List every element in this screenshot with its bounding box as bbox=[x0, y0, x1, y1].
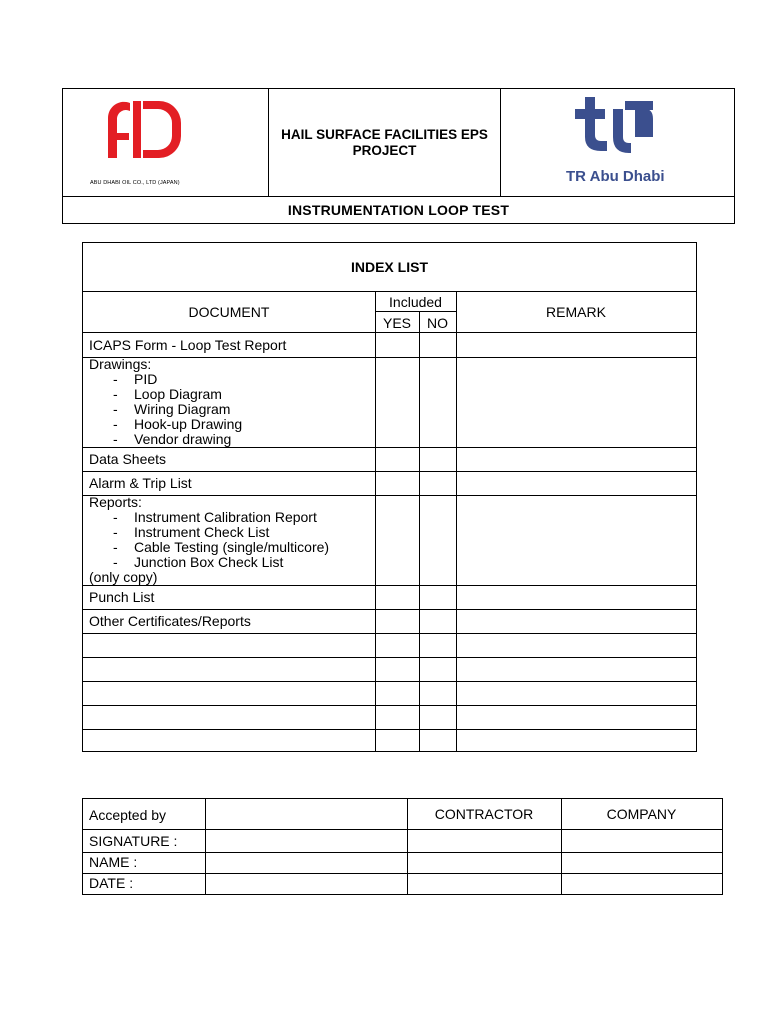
row-label-reports: Reports: bbox=[89, 494, 142, 510]
contractor-logo-cell bbox=[501, 89, 734, 196]
included-subheader-divider bbox=[375, 311, 456, 312]
contractor-company-name: TR Abu Dhabi bbox=[566, 168, 665, 185]
row-divider bbox=[83, 657, 696, 658]
row-divider bbox=[83, 332, 696, 333]
row-divider bbox=[83, 471, 696, 472]
row-label-icaps-form: ICAPS Form - Loop Test Report bbox=[89, 337, 287, 353]
company-column-header: COMPANY bbox=[606, 806, 677, 822]
row-divider bbox=[83, 609, 696, 610]
column-divider bbox=[375, 291, 376, 751]
index-list-title: INDEX LIST bbox=[350, 259, 428, 275]
column-divider bbox=[205, 799, 206, 894]
row-divider bbox=[83, 357, 696, 358]
signoff-table bbox=[82, 798, 723, 895]
remark-column-header: REMARK bbox=[546, 304, 606, 320]
row-label-other-certificates: Other Certificates/Reports bbox=[89, 613, 251, 629]
project-title: HAIL SURFACE FACILITIES EPS PROJECT bbox=[281, 126, 488, 158]
included-column-header: Included bbox=[389, 294, 442, 310]
row-divider bbox=[83, 729, 696, 730]
adoc-logo-icon bbox=[103, 96, 183, 168]
row-divider bbox=[83, 681, 696, 682]
document-title-cell bbox=[63, 196, 734, 223]
client-logo-cell bbox=[63, 89, 269, 196]
contractor-column-header: CONTRACTOR bbox=[434, 806, 534, 822]
index-list-table: INDEX LIST DOCUMENT Included YES NO REMARK ICAPS Form - Loop Test Report Drawings: - PID - Loop Diagram - Wiring Diagram - Hook-up Drawing - Vendor drawing Data Sheets Alarm & Trip List Reports: - Instrument Calibration Report - Instrument Check List - Cable Testing (single/multicore) - Junction Box Check List (only copy) Punch List Other Certificates/Reports bbox=[82, 242, 697, 752]
row-label-drawings: Drawings: bbox=[89, 356, 152, 372]
row-divider bbox=[83, 873, 722, 874]
row-label-data-sheets: Data Sheets bbox=[89, 451, 167, 467]
accepted-by-label: Accepted by bbox=[89, 807, 167, 823]
row-divider bbox=[83, 585, 696, 586]
row-divider bbox=[83, 633, 696, 634]
project-title-cell bbox=[269, 89, 501, 196]
row-divider bbox=[83, 447, 696, 448]
document-column-header: DOCUMENT bbox=[188, 304, 270, 320]
row-divider bbox=[83, 705, 696, 706]
signature-label: SIGNATURE : bbox=[89, 833, 178, 849]
column-divider bbox=[456, 291, 457, 751]
yes-column-header: YES bbox=[382, 315, 411, 331]
row-divider bbox=[83, 829, 722, 830]
row-label-punch-list: Punch List bbox=[89, 589, 155, 605]
row-label-alarm-trip-list: Alarm & Trip List bbox=[89, 475, 192, 491]
no-column-header: NO bbox=[427, 315, 448, 331]
client-company-name: ABU DHABI OIL CO., LTD (JAPAN) bbox=[90, 180, 180, 186]
document-header bbox=[62, 88, 735, 224]
name-label: NAME : bbox=[89, 854, 138, 870]
tr-logo-icon bbox=[573, 95, 655, 161]
row-divider bbox=[83, 852, 722, 853]
row-divider bbox=[83, 495, 696, 496]
reports-footer-note: (only copy) bbox=[89, 569, 158, 585]
row-divider bbox=[83, 291, 696, 292]
date-label: DATE : bbox=[89, 875, 134, 891]
document-title: INSTRUMENTATION LOOP TEST bbox=[287, 202, 510, 218]
column-divider bbox=[419, 311, 420, 751]
